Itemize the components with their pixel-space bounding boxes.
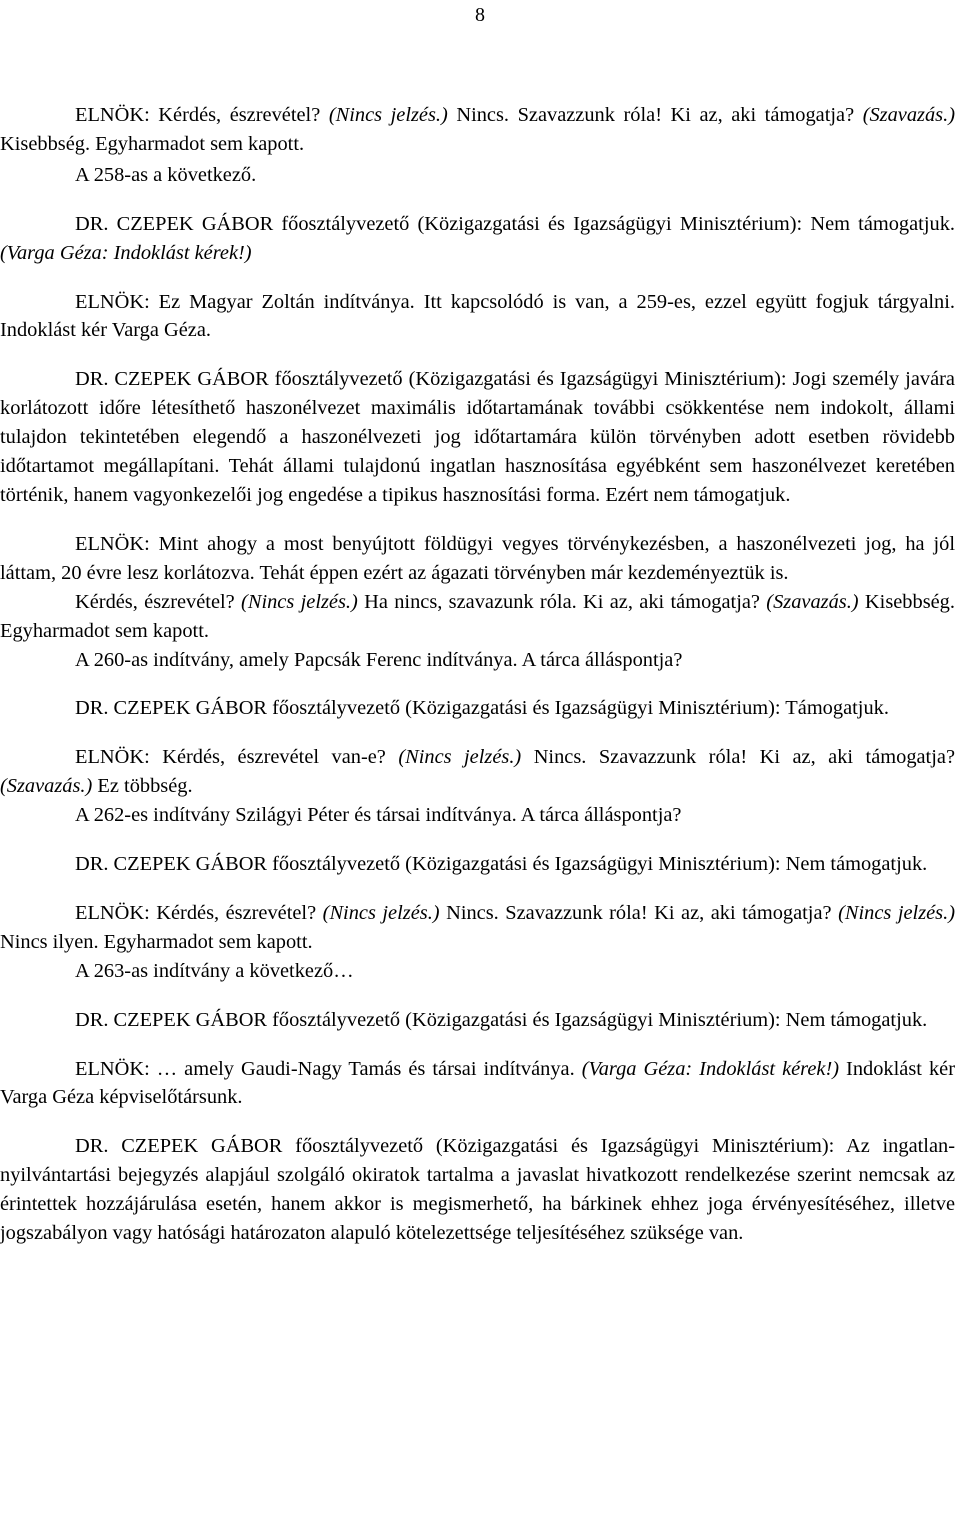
document-body [0, 101, 955, 1268]
text-span: Indoklást kér Varga Géza képviselőtársunk. [0, 1057, 955, 1109]
stage-direction: (Nincs jelzés.) [322, 901, 440, 924]
text-span: DR. CZEPEK GÁBOR főosztályvezető (Közigazgatási és Igazságügyi Minisztérium): Nem támogatjuk. [75, 212, 955, 235]
paragraph-chair-6 [0, 1055, 955, 1113]
paragraph-chair-4b: A 262-es indítvány Szilágyi Péter és társai indítványa. A tárca álláspontja? [75, 804, 682, 827]
stage-direction: (Szavazás.) [862, 104, 956, 126]
paragraph-ministry-6: DR. CZEPEK GÁBOR főosztályvezető (Közigazgatási és Igazságügyi Minisztérium): Az ingatlan-nyilvántartási bejegyzés alapjául szolgáló okiratok tartalma a javaslat hivatkozott rendelkezése szerint nemcsak az érintettek hozzájárulása esetén, hanem akkor is megismerhető, ha bárkinek ehhez joga érvényesítéséhez, illetve jogszabályon vagy hatósági határozaton alapuló kötelezettsége teljesítéséhez szüksége van. [0, 1135, 955, 1245]
paragraph-ministry-4: DR. CZEPEK GÁBOR főosztályvezető (Közigazgatási és Igazságügyi Minisztérium): Nem támogatjuk. [75, 853, 928, 876]
text-span: Nincs. Szavazzunk róla! Ki az, aki támogatja? [439, 901, 839, 924]
paragraph-ministry-1 [0, 210, 955, 268]
paragraph-ministry-2: DR. CZEPEK GÁBOR főosztályvezető (Közigazgatási és Igazságügyi Minisztérium): Jogi személy javára korlátozott időre létesíthető haszonélvezet maximális időtartamának további csökkentése nem indokolt, állami tulajdon tekintetében elegendő a haszonélvezeti jog időtartamára külön törvényben adott esetben rövidebb időtartamot megállapítani. Tehát állami tulajdonú ingatlan hasznosítása egyébként sem haszonélvezet keretében történik, hanem vagyonkezelői jog engedése a tipikus hasznosítási forma. Ezért nem támogatjuk. [0, 368, 955, 506]
text-span: ELNÖK: Kérdés, észrevétel? [75, 104, 329, 126]
text-span: ELNÖK: … amely Gaudi-Nagy Tamás és társai indítványa. [75, 1057, 582, 1080]
paragraph-ministry-5: DR. CZEPEK GÁBOR főosztályvezető (Közigazgatási és Igazságügyi Minisztérium): Nem támogatjuk. [75, 1008, 928, 1031]
stage-direction: (Szavazás.) [766, 590, 859, 613]
paragraph-chair-1b: A 258-as a következő. [75, 163, 257, 186]
stage-direction: (Varga Géza: Indoklást kérek!) [0, 241, 252, 264]
paragraph-ministry-3: DR. CZEPEK GÁBOR főosztályvezető (Közigazgatási és Igazságügyi Minisztérium): Támogatjuk. [75, 697, 889, 720]
text-span: Ha nincs, szavazunk róla. Ki az, aki támogatja? [357, 590, 767, 613]
paragraph-chair-3b [0, 588, 955, 646]
text-span: Ez többség. [92, 775, 193, 798]
paragraph-chair-1 [0, 101, 955, 159]
stage-direction: (Nincs jelzés.) [241, 590, 358, 613]
text-span: Kisebbség. Egyharmadot sem kapott. [0, 590, 955, 642]
paragraph-chair-5 [0, 899, 955, 957]
paragraph-chair-3c: A 260-as indítvány, amely Papcsák Ferenc indítványa. A tárca álláspontja? [75, 648, 683, 671]
stage-direction: (Nincs jelzés.) [838, 901, 956, 924]
stage-direction: (Varga Géza: Indoklást kérek!) [581, 1057, 840, 1080]
stage-direction: (Szavazás.) [0, 775, 93, 798]
paragraph-chair-5b: A 263-as indítvány a következő… [75, 959, 354, 982]
text-span: Kisebbség. Egyharmadot sem kapott. [0, 132, 305, 155]
text-span: ELNÖK: Kérdés, észrevétel? [75, 901, 323, 924]
text-span: ELNÖK: Kérdés, észrevétel van-e? [75, 746, 399, 769]
stage-direction: (Nincs jelzés.) [398, 746, 522, 769]
text-span: Nincs. Szavazzunk róla! Ki az, aki támogatja? [521, 746, 955, 769]
text-span: Kérdés, észrevétel? [75, 590, 242, 613]
text-span: Nincs ilyen. Egyharmadot sem kapott. [0, 930, 313, 953]
page-number: 8 [475, 4, 485, 26]
paragraph-chair-2: ELNÖK: Ez Magyar Zoltán indítványa. Itt kapcsolódó is van, a 259-es, ezzel együtt fogjuk tárgyalni. Indoklást kér Varga Géza. [0, 290, 955, 342]
text-span: Nincs. Szavazzunk róla! Ki az, aki támogatja? [447, 104, 863, 126]
stage-direction: (Nincs jelzés.) [328, 104, 448, 126]
paragraph-chair-3: ELNÖK: Mint ahogy a most benyújtott földügyi vegyes törvénykezésben, a haszonélvezeti jog, ha jól láttam, 20 évre lesz korlátozva. Tehát éppen ezért az ágazati törvényben már kezdeményeztük is. [0, 532, 955, 584]
paragraph-chair-4 [0, 743, 955, 801]
